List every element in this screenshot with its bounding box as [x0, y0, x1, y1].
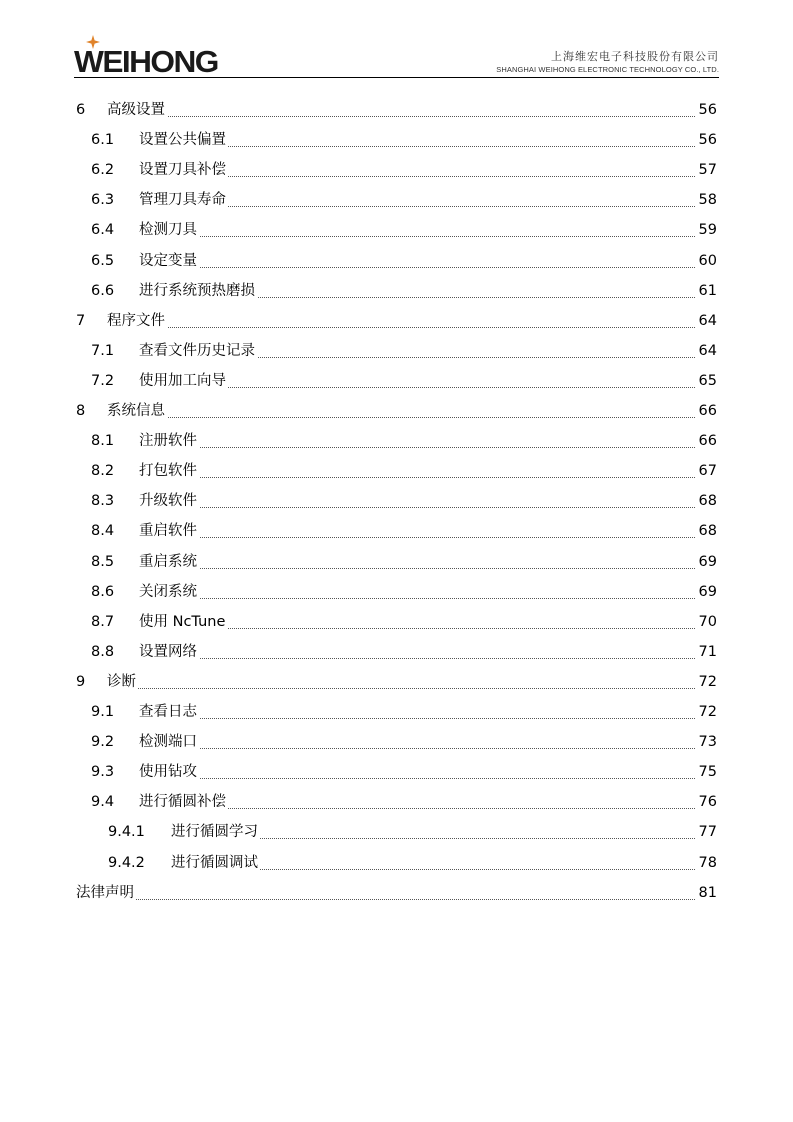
- toc-page-number: 58: [698, 192, 717, 209]
- toc-page-number: 72: [698, 673, 717, 690]
- toc-section-number: 8: [76, 403, 86, 419]
- toc-entry[interactable]: [0, 188, 717, 212]
- toc-leader-dots: [139, 658, 695, 659]
- toc-entry[interactable]: [0, 851, 717, 875]
- toc-page-number: 66: [698, 403, 717, 419]
- toc-section-number: 6.1: [91, 132, 115, 149]
- toc-leader-dots: [139, 718, 695, 719]
- toc-leader-dots: [107, 116, 695, 117]
- toc-leader-dots: [139, 267, 695, 268]
- toc-entry[interactable]: [0, 640, 717, 664]
- toc-entry[interactable]: [0, 550, 717, 574]
- toc-entry[interactable]: [0, 339, 717, 363]
- toc-section-title: 法律声明: [76, 884, 134, 901]
- toc-section-title: 关闭系统: [139, 583, 197, 600]
- toc-page-number: 76: [698, 794, 717, 811]
- toc-entry[interactable]: [0, 158, 717, 182]
- toc-page-number: 60: [698, 252, 717, 269]
- toc-page-number: 78: [698, 854, 717, 871]
- toc-section-number: 9.4.1: [108, 824, 145, 841]
- toc-page-number: 57: [698, 162, 717, 179]
- toc-section-title: 设置网络: [139, 643, 197, 660]
- toc-page-number: 72: [698, 704, 717, 720]
- toc-page-number: 69: [698, 553, 717, 570]
- toc-entry[interactable]: [0, 399, 717, 423]
- toc-section-title: 高级设置: [107, 102, 165, 118]
- toc-page-number: 56: [698, 132, 717, 149]
- toc-section-number: 7.2: [91, 372, 115, 389]
- toc-leader-dots: [139, 537, 695, 538]
- toc-entry[interactable]: [0, 459, 717, 483]
- toc-section-number: 9: [76, 673, 86, 690]
- toc-section-title: 管理刀具寿命: [139, 192, 226, 209]
- toc-section-title: 使用加工向导: [139, 372, 226, 389]
- toc-page-number: 81: [698, 884, 717, 901]
- toc-section-number: 6.4: [91, 222, 115, 239]
- page-header: [74, 34, 719, 78]
- toc-section-title: 重启软件: [139, 523, 197, 540]
- toc-section-title: 进行循圆调试: [171, 854, 258, 871]
- toc-section-title: 设置刀具补偿: [139, 162, 226, 179]
- toc-entry[interactable]: [0, 489, 717, 513]
- toc-section-title: 查看文件历史记录: [139, 342, 255, 359]
- toc-section-title: 检测刀具: [139, 222, 197, 239]
- toc-page-number: 69: [698, 583, 717, 600]
- toc-section-number: 6.2: [91, 162, 115, 179]
- toc-entry[interactable]: [0, 790, 717, 814]
- toc-section-title: 设定变量: [139, 252, 197, 269]
- toc-section-number: 8.2: [91, 463, 115, 480]
- toc-section-number: 6.6: [91, 282, 115, 299]
- toc-section-number: 8.4: [91, 523, 115, 540]
- toc-section-title: 诊断: [107, 673, 136, 690]
- toc-page-number: 77: [698, 824, 717, 841]
- toc-leader-dots: [107, 327, 695, 328]
- toc-page-number: 59: [698, 222, 717, 239]
- toc-leader-dots: [139, 507, 695, 508]
- toc-page-number: 67: [698, 463, 717, 480]
- toc-section-title: 系统信息: [107, 403, 165, 419]
- toc-section-number: 8.1: [91, 433, 115, 450]
- toc-section-title: 进行系统预热磨损: [139, 282, 255, 299]
- toc-entry[interactable]: [0, 881, 717, 905]
- toc-section-title: 查看日志: [139, 704, 197, 720]
- toc-entry[interactable]: [0, 760, 717, 784]
- toc-section-title: 进行循圆补偿: [139, 794, 226, 811]
- toc-leader-dots: [107, 688, 695, 689]
- toc-section-title: 使用 NcTune: [139, 613, 226, 630]
- toc-entry[interactable]: [0, 279, 717, 303]
- toc-leader-dots: [139, 568, 695, 569]
- toc-section-number: 8.3: [91, 493, 115, 510]
- company-name-cn: 上海维宏电子科技股份有限公司: [551, 50, 719, 63]
- toc-leader-dots: [107, 417, 695, 418]
- toc-leader-dots: [139, 778, 695, 779]
- toc-page-number: 68: [698, 523, 717, 540]
- toc-leader-dots: [76, 899, 695, 900]
- toc-page-number: 64: [698, 312, 717, 329]
- toc-entry[interactable]: [0, 730, 717, 754]
- toc-leader-dots: [139, 236, 695, 237]
- toc-entry[interactable]: [0, 429, 717, 453]
- toc-page-number: 73: [698, 734, 717, 751]
- toc-section-number: 8.8: [91, 643, 115, 660]
- toc-entry[interactable]: [0, 218, 717, 242]
- toc-section-number: 9.2: [91, 734, 115, 751]
- header-divider: [74, 77, 719, 78]
- toc-section-title: 程序文件: [107, 312, 165, 329]
- toc-section-number: 8.6: [91, 583, 115, 600]
- toc-section-number: 6: [76, 102, 86, 118]
- toc-entry[interactable]: [0, 369, 717, 393]
- company-name-en: SHANGHAI WEIHONG ELECTRONIC TECHNOLOGY CO., LTD.: [496, 65, 719, 74]
- toc-page-number: 65: [698, 372, 717, 389]
- toc-page-number: 64: [698, 342, 717, 359]
- toc-page-number: 66: [698, 433, 717, 450]
- toc-section-number: 6.5: [91, 252, 115, 269]
- toc-entry[interactable]: [0, 309, 717, 333]
- toc-entry[interactable]: [0, 580, 717, 604]
- toc-section-title: 进行循圆学习: [171, 824, 258, 841]
- toc-page-number: 56: [698, 102, 717, 118]
- toc-section-number: 9.3: [91, 764, 115, 781]
- toc-page-number: 70: [698, 613, 717, 630]
- toc-entry[interactable]: [0, 98, 717, 122]
- toc-section-title: 重启系统: [139, 553, 197, 570]
- toc-section-number: 8.5: [91, 553, 115, 570]
- toc-section-title: 打包软件: [139, 463, 197, 480]
- toc-entry[interactable]: [0, 610, 717, 634]
- toc-section-title: 使用钻攻: [139, 764, 197, 781]
- toc-section-number: 9.4: [91, 794, 115, 811]
- toc-section-title: 升级软件: [139, 493, 197, 510]
- toc-page-number: 71: [698, 643, 717, 660]
- toc-entry[interactable]: [0, 700, 717, 724]
- toc-section-number: 6.3: [91, 192, 115, 209]
- toc-section-number: 8.7: [91, 613, 115, 630]
- toc-entry[interactable]: [0, 820, 717, 844]
- toc-section-title: 设置公共偏置: [139, 132, 226, 149]
- toc-page-number: 75: [698, 764, 717, 781]
- toc-section-title: 注册软件: [139, 433, 197, 450]
- toc-section-number: 9.4.2: [108, 854, 145, 871]
- toc-section-number: 9.1: [91, 704, 115, 720]
- toc-section-number: 7: [76, 312, 86, 329]
- toc-leader-dots: [139, 598, 695, 599]
- toc-section-number: 7.1: [91, 342, 115, 359]
- toc-page-number: 61: [698, 282, 717, 299]
- logo-text: WEIHONG: [74, 44, 218, 79]
- toc-entry[interactable]: [0, 670, 717, 694]
- toc-section-title: 检测端口: [139, 734, 197, 751]
- toc-leader-dots: [139, 447, 695, 448]
- toc-entry[interactable]: [0, 249, 717, 273]
- toc-leader-dots: [139, 748, 695, 749]
- toc-entry[interactable]: [0, 519, 717, 543]
- toc-entry[interactable]: [0, 128, 717, 152]
- toc-page-number: 68: [698, 493, 717, 510]
- toc-leader-dots: [139, 477, 695, 478]
